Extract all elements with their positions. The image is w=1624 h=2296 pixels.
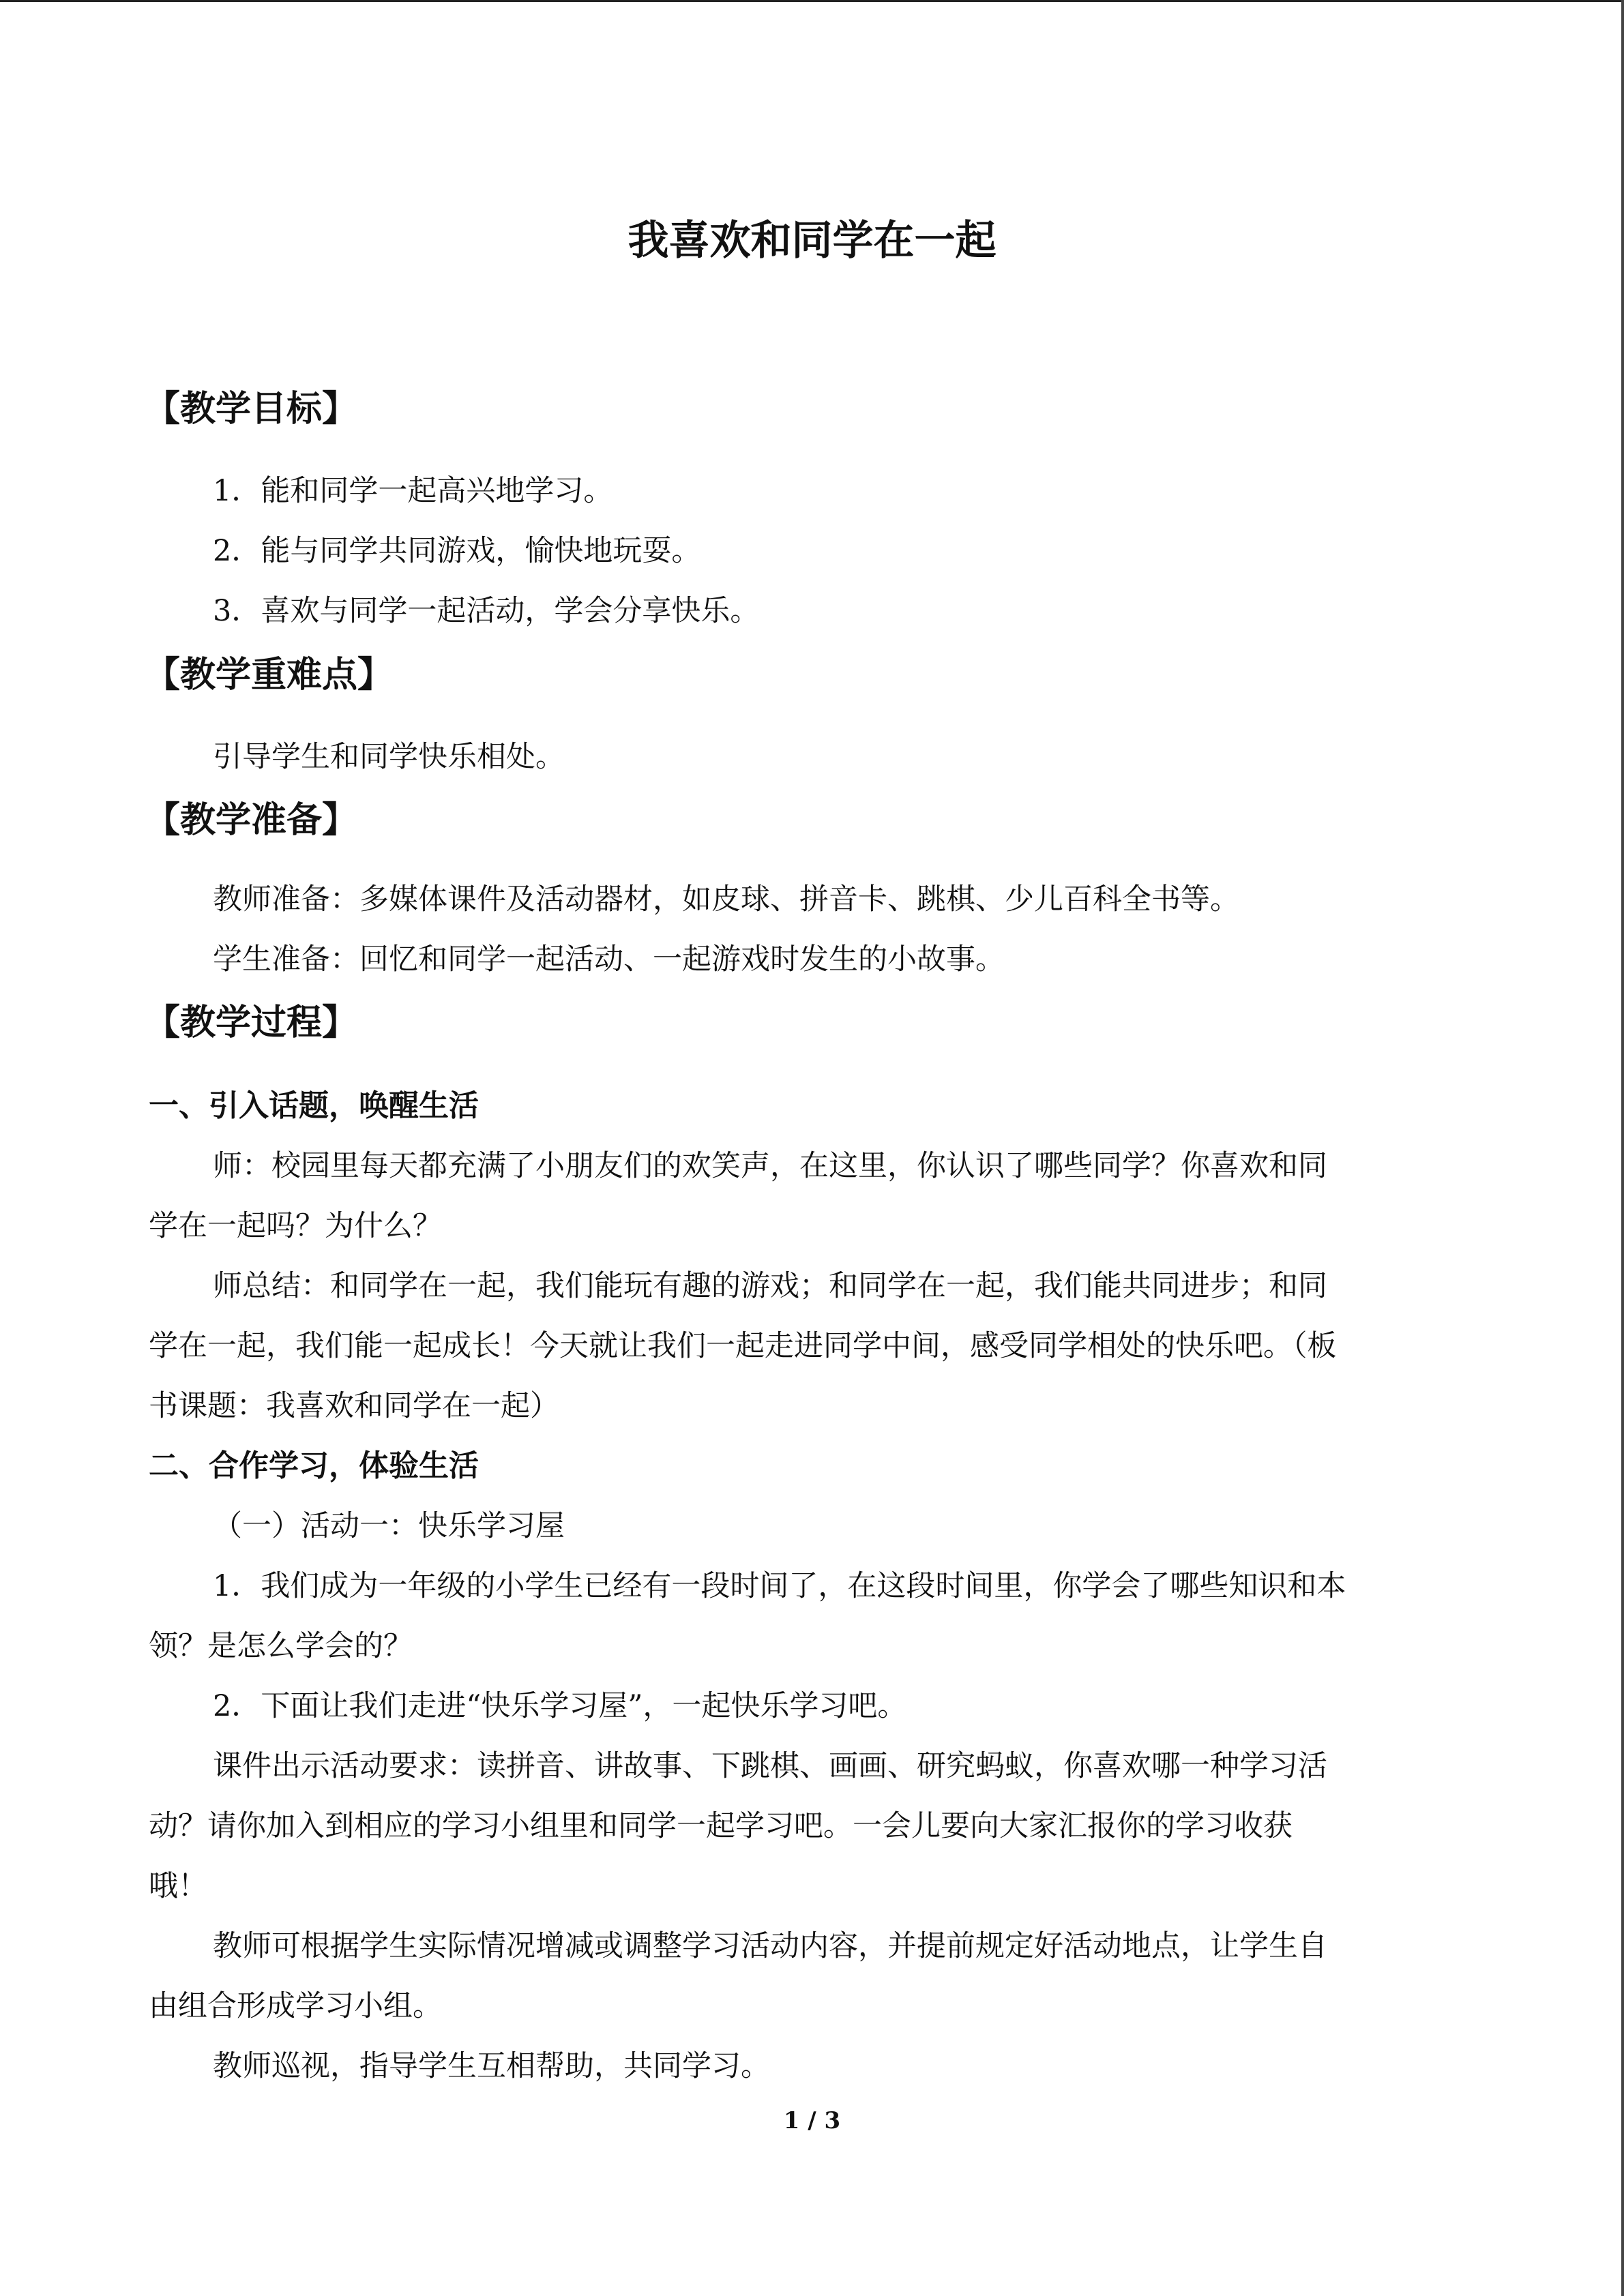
goal-item-3: 3．喜欢与同学一起活动，学会分享快乐。 — [213, 594, 760, 628]
student-preparation: 学生准备：回忆和同学一起活动、一起游戏时发生的小故事。 — [213, 942, 1005, 976]
part1-para2-line1: 师总结：和同学在一起，我们能玩有趣的游戏；和同学在一起，我们能共同进步；和同 — [213, 1269, 1327, 1303]
part2-para3-line1: 课件出示活动要求：读拼音、讲故事、下跳棋、画画、研究蚂蚁，你喜欢哪一种学习活 — [213, 1749, 1327, 1783]
document-title: 我喜欢和同学在一起 — [628, 217, 996, 265]
part1-para1-line1: 师：校园里每天都充满了小朋友们的欢笑声，在这里，你认识了哪些同学？你喜欢和同 — [213, 1149, 1327, 1183]
part2-para3-line3: 哦！ — [149, 1869, 207, 1903]
goal-item-1: 1．能和同学一起高兴地学习。 — [213, 474, 613, 508]
part2-para4-line1: 教师可根据学生实际情况增减或调整学习活动内容，并提前规定好活动地点，让学生自 — [213, 1929, 1327, 1963]
part2-q2: 2．下面让我们走进“快乐学习屋”，一起快乐学习吧。 — [213, 1689, 907, 1723]
part1-para2-line2: 学在一起，我们能一起成长！今天就让我们一起走进同学中间，感受同学相处的快乐吧。（板 — [149, 1329, 1337, 1363]
top-border — [0, 0, 1624, 2]
part1-para2-line3: 书课题：我喜欢和同学在一起） — [149, 1389, 559, 1423]
part2-q1-line1: 1．我们成为一年级的小学生已经有一段时间了，在这段时间里，你学会了哪些知识和本 — [213, 1569, 1346, 1603]
heading-goals: 【教学目标】 — [145, 389, 358, 430]
activity-one-title: （一）活动一：快乐学习屋 — [213, 1509, 565, 1543]
right-border — [1621, 0, 1624, 2296]
goal-item-2: 2．能与同学共同游戏，愉快地玩耍。 — [213, 534, 701, 568]
part2-para5: 教师巡视，指导学生互相帮助，共同学习。 — [213, 2049, 770, 2083]
part1-para1-line2: 学在一起吗？为什么？ — [149, 1209, 442, 1243]
part2-q1-line2: 领？是怎么学会的？ — [149, 1629, 413, 1663]
teacher-preparation: 教师准备：多媒体课件及活动器材，如皮球、拼音卡、跳棋、少儿百科全书等。 — [213, 882, 1239, 916]
page-number: 1 / 3 — [783, 2107, 841, 2134]
part1-title: 一、引入话题，唤醒生活 — [149, 1088, 479, 1123]
heading-preparation: 【教学准备】 — [145, 800, 358, 841]
heading-key-points: 【教学重难点】 — [145, 655, 394, 696]
key-points-text: 引导学生和同学快乐相处。 — [213, 740, 565, 774]
part2-para3-line2: 动？请你加入到相应的学习小组里和同学一起学习吧。一会儿要向大家汇报你的学习收获 — [149, 1809, 1293, 1843]
part2-para4-line2: 由组合形成学习小组。 — [149, 1989, 442, 2023]
part2-title: 二、合作学习，体验生活 — [149, 1448, 479, 1483]
heading-process: 【教学过程】 — [145, 1002, 358, 1043]
